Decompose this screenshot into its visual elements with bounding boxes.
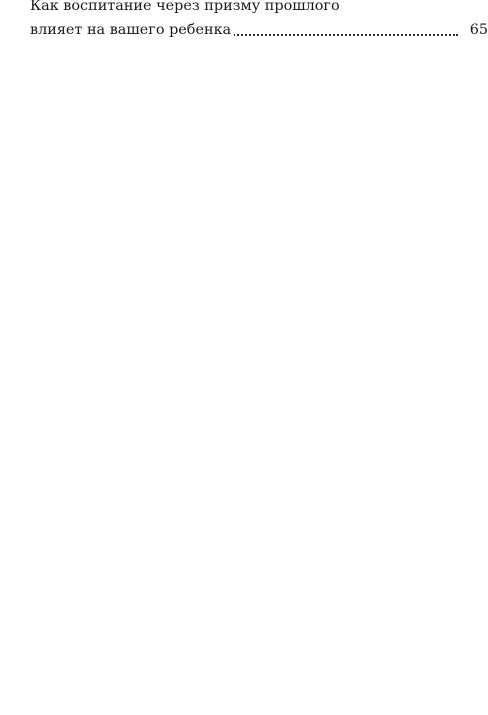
toc-entry <box>0 0 488 18</box>
toc-entry <box>0 18 488 42</box>
entry-text: влияет на вашего ребенка <box>30 18 234 42</box>
page-number: 65 <box>467 18 488 42</box>
entry-text: Как воспитание через призму прошлого <box>30 0 340 14</box>
